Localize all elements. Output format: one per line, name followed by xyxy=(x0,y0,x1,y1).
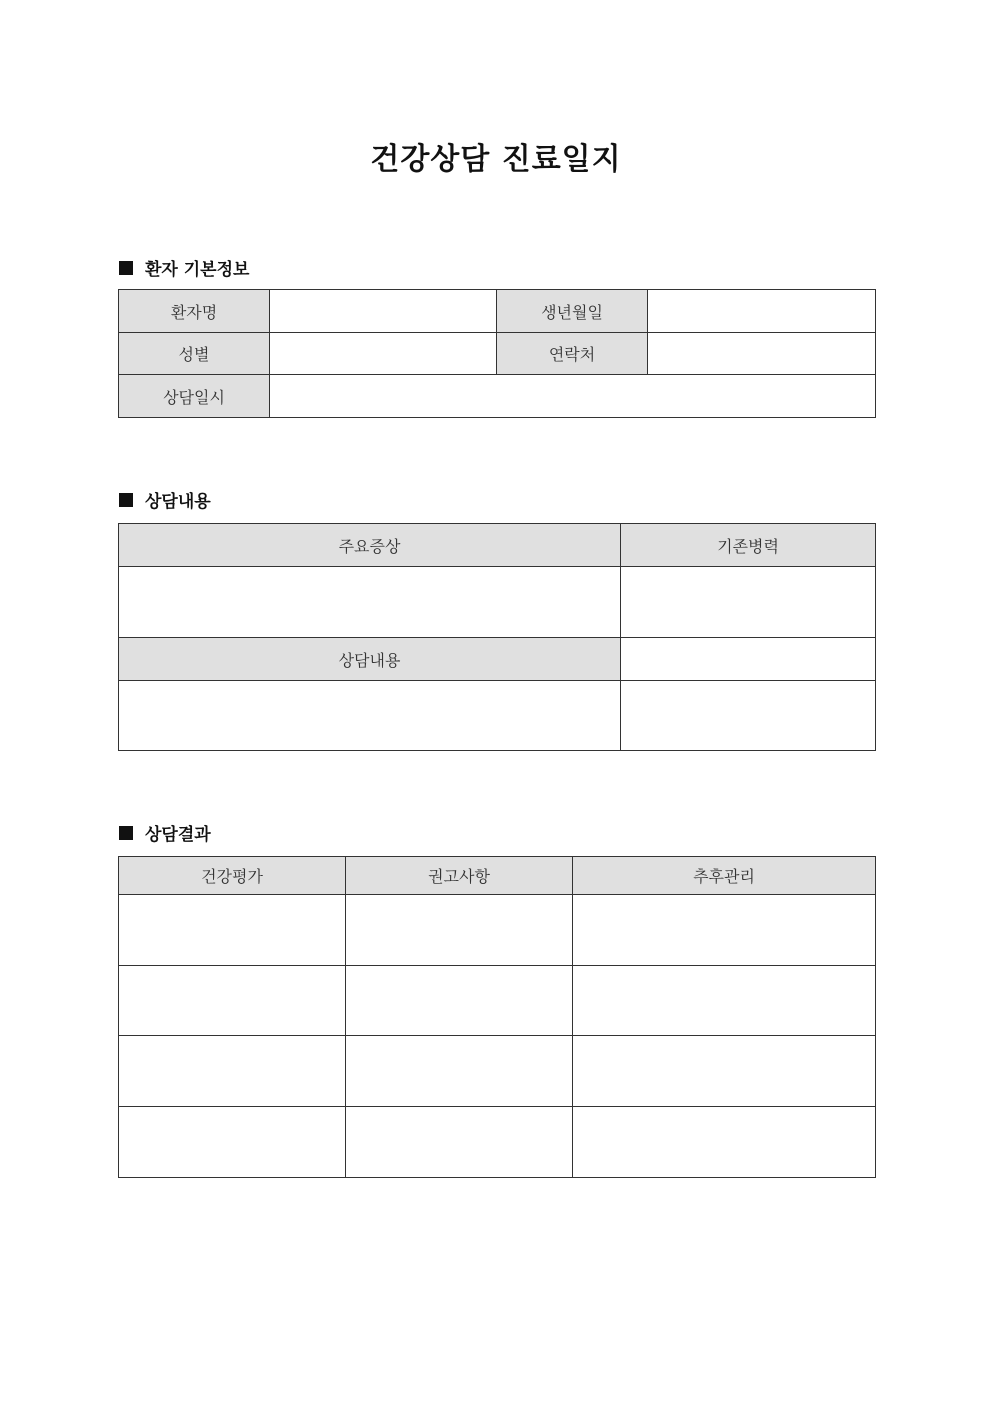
health-assessment-cell[interactable] xyxy=(119,1036,346,1107)
symptoms-label: 주요증상 xyxy=(119,524,621,567)
follow-up-cell[interactable] xyxy=(573,1036,876,1107)
column-header-recommendations: 권고사항 xyxy=(346,857,573,895)
follow-up-cell[interactable] xyxy=(573,895,876,966)
section-heading-label: 환자 기본정보 xyxy=(145,260,250,280)
table-row xyxy=(119,1107,876,1178)
follow-up-cell[interactable] xyxy=(573,1107,876,1178)
section-heading-consult-content xyxy=(119,487,211,512)
recommendations-cell[interactable] xyxy=(346,895,573,966)
recommendations-cell[interactable] xyxy=(346,966,573,1036)
health-assessment-cell[interactable] xyxy=(119,1107,346,1178)
square-bullet-icon xyxy=(119,826,133,840)
recommendations-cell[interactable] xyxy=(346,1036,573,1107)
content-side-field[interactable] xyxy=(621,638,876,681)
square-bullet-icon xyxy=(119,493,133,507)
column-header-health-assessment: 건강평가 xyxy=(119,857,346,895)
follow-up-cell[interactable] xyxy=(573,966,876,1036)
content-label: 상담내용 xyxy=(119,638,621,681)
consult-datetime-field[interactable] xyxy=(270,375,876,418)
content-field[interactable] xyxy=(119,681,621,751)
gender-field[interactable] xyxy=(270,333,497,375)
consult-datetime-label: 상담일시 xyxy=(119,375,270,418)
page-title: 건강상담 진료일지 xyxy=(370,142,622,177)
symptoms-field[interactable] xyxy=(119,567,621,638)
gender-label: 성별 xyxy=(119,333,270,375)
table-row xyxy=(119,895,876,966)
birthdate-field[interactable] xyxy=(648,290,876,333)
section-heading-label: 상담내용 xyxy=(145,492,211,512)
health-assessment-cell[interactable] xyxy=(119,895,346,966)
section-heading-consult-result xyxy=(119,820,211,845)
patient-name-label: 환자명 xyxy=(119,290,270,333)
contact-field[interactable] xyxy=(648,333,876,375)
section-heading-basic-info xyxy=(119,255,249,280)
health-assessment-cell[interactable] xyxy=(119,966,346,1036)
basic-info-table xyxy=(118,289,876,418)
contact-label: 연락처 xyxy=(497,333,648,375)
content-side-lower-field[interactable] xyxy=(621,681,876,751)
patient-name-field[interactable] xyxy=(270,290,497,333)
birthdate-label: 생년월일 xyxy=(497,290,648,333)
square-bullet-icon xyxy=(119,261,133,275)
table-row xyxy=(119,1036,876,1107)
recommendations-cell[interactable] xyxy=(346,1107,573,1178)
section-heading-label: 상담결과 xyxy=(145,825,211,845)
history-label: 기존병력 xyxy=(621,524,876,567)
column-header-follow-up: 추후관리 xyxy=(573,857,876,895)
consult-content-table xyxy=(118,523,876,751)
history-field[interactable] xyxy=(621,567,876,638)
consult-result-table xyxy=(118,856,876,1178)
table-row xyxy=(119,966,876,1036)
